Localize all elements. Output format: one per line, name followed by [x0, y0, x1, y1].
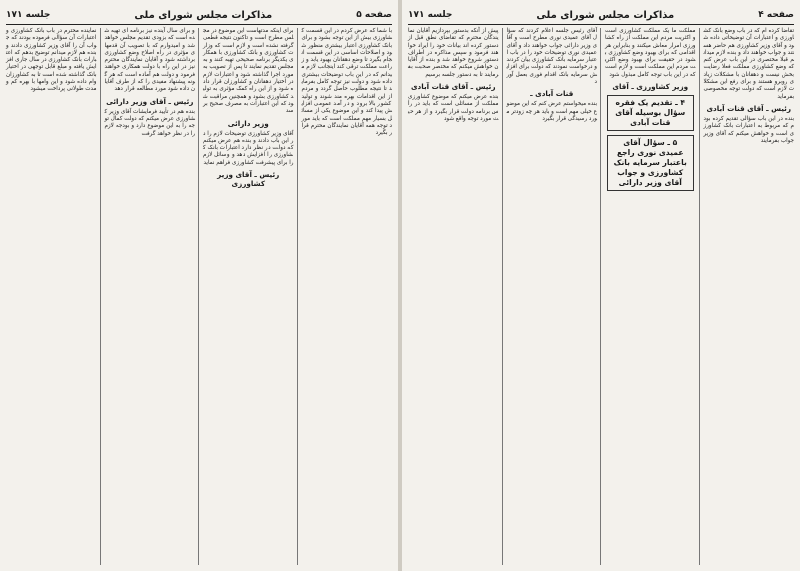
column-3 [504, 28, 602, 565]
column-2 [203, 28, 298, 565]
speaker-heading: رئیس ـ آقای وزیر دارائی [106, 96, 194, 106]
column-text: بنده عرض میکنم که موضوع کشاورزی مملکت از مسائلی است که باید در رأس برنامه دولت قرار بگیرد و از هر حیث مورد توجه واقع شود [406, 94, 499, 122]
column-4 [6, 28, 101, 565]
speaker-heading: وزیر کشاورزی ـ آقای [612, 82, 689, 92]
column-4 [408, 28, 503, 565]
header-page-number: صفحه ۵ [356, 10, 392, 20]
column-text: نماینده محترم در باب بانک کشاورزی و اعتبارات آن سؤالی فرموده بودند که جواب آن را آقای وزیر کشاورزی دادند و بنده هم لازم میدانم توضیح بدهم که اعتبارات بانک کشاورزی در سال جاری افزایش یافته و مبلغ قابل توجهی در اختیار بانک گذاشته شده است تا به کشاورزان وام داده شود و این وامها با بهره کم و مدت طولانی پرداخت میشود [4, 28, 97, 93]
column-text: پیش از آنکه بدستور بپردازیم آقایان نمایندگان محترم که تقاضای نطق قبل از دستور کرده اند بیانات خود را ایراد خواهند فرمود و سپس مذاکره در اطراف دستور شروع خواهد شد و بنده از آقایان خواهش میکنم که مختصر صحبت بفرمایند تا به دستور جلسه برسیم [406, 28, 499, 78]
column-text: و برای سال آینده نیز برنامه ای تهیه شده است که بزودی تقدیم مجلس خواهد شد و امیدوارم که با تصویب آن قدمهای مؤثری در راه اصلاح وضع کشاورزی برداشته شود و آقایان نمایندگان محترم نیز در این راه با دولت همکاری خواهند فرمود و دولت هم آماده است که هر گونه پیشنهاد مفیدی را که از طرف آقایان داده شود مورد مطالعه قرار دهد [102, 28, 195, 93]
agenda-item-box: ۵ ـ سؤال آقای عمیدی نوری راجع باعتبار سرمایه بانک کشاورزی و جواب آقای وزیر دارائی [607, 135, 694, 191]
column-1 [299, 28, 393, 565]
speaker-heading: رئیس ـ آقای وزیر کشاورزی [217, 170, 280, 189]
column-text: بنده میخواستم عرض کنم که این موضوع خیلی مهم است و باید هر چه زودتر مورد رسیدگی قرار بگیرد [506, 101, 597, 122]
columns-right [408, 28, 794, 565]
column-text: با شما که عرض کردم در این قسمت کشاورزی بیش از این توجه بشود و برای بانک کشاورزی اعتبار بیشتری منظور شود و اصلاحات اساسی در این قسمت انجام بگیرد تا وضع دهقانان بهبود یابد و زراعت مملکت ترقی کند اینجانب لازم میدانم که در این باب توضیحات بیشتری داده شود و دولت نیز توجه کامل بفرماید تا نتیجه مطلوب حاصل گردد و مردم از این اقدامات بهره مند شوند و تولید کشور بالا برود و در آمد عمومی افزایش پیدا کند و این موضوع یکی از مسائل بسیار مهم مملکت است که باید مورد توجه همه آقایان نمایندگان محترم قرار بگیرد [299, 28, 392, 137]
header-title: مذاکرات مجلس شورای ملی [536, 9, 675, 21]
column-2 [605, 28, 700, 565]
agenda-item-box: ۴ ـ تقدیم یک فقره سؤال بوسیله آقای قنات آبادی [607, 95, 694, 131]
header-page-number: صفحه ۴ [758, 10, 794, 20]
speaker-heading: رئیس ـ آقای قنات آبادی [706, 103, 792, 113]
column-1 [701, 28, 795, 565]
columns-left [6, 28, 392, 565]
column-text: آقای رئیس جلسه اعلام کردند که سؤال آقای عمیدی نوری مطرح است و آقای وزیر دارائی جواب خواهند داد و آقای عمیدی نوری توضیحات خود را در باب اعتبار سرمایه بانک کشاورزی بیان کردند و درخواست نمودند که دولت برای افزایش سرمایه بانک اقدام فوری بعمل آورد [504, 28, 597, 86]
column-text: تقاضا کرده ام که در باب وضع بانک کشاورزی و اعتبارات آن توضیحاتی داده شود و آقای وزیر کشاورزی هم حاضر هستند و جواب خواهند داد و بنده لازم میدانم قبلا مختصری در این باب عرض کنم که وضع کشاورزی مملکت فعلا رضایت بخش نیست و دهقانان با مشکلات زیادی روبرو هستند و برای رفع این مشکلات لازم است که دولت توجه مخصوصی بفرماید [701, 28, 794, 100]
speaker-heading: وزیر دارائی [227, 118, 269, 128]
column-text: مملکت ما یک مملکت کشاورزی است و اکثریت مردم این مملکت از راه کشاورزی امرار معاش میکنند و بنابراین هر اقدامی که برای بهبود وضع کشاورزی بشود در حقیقت برای بهبود وضع اکثریت مردم این مملکت است و لازم است که در این باب توجه کامل مبذول شود [603, 28, 696, 78]
column-text: بنده در این باب سؤالی تقدیم کرده بودم که مربوط به اعتبارات بانک کشاورزی است و خواهش میکنم که آقای وزیر جواب بفرمایند [701, 115, 794, 144]
page-header-left [6, 6, 392, 25]
column-text: آقای وزیر کشاورزی توضیحات لازم را در این باب دادند و بنده هم عرض میکنم که دولت در نظر دارد اعتبارات بانک کشاورزی را افزایش دهد و وسائل لازم را برای پیشرفت کشاورزی فراهم نماید [201, 130, 294, 166]
header-session: جلسه ۱۷۱ [6, 10, 51, 20]
column-text: برای اینکه مدتهاست این موضوع در مجلس مطرح است و تاکنون نتیجه قطعی گرفته نشده است و لازم است که وزارت کشاورزی و بانک کشاورزی با همکاری یکدیگر برنامه صحیحی تهیه کنند و به مجلس تقدیم نمایند تا پس از تصویب به مورد اجرا گذاشته شود و اعتبارات لازم در اختیار دهقانان و کشاورزان قرار داده شود و از این راه کمک مؤثری به تولید کشاورزی بشود و همچنین مراقبت شود که این اعتبارات به مصرف صحیح برسد [201, 28, 294, 115]
header-title: مذاکرات مجلس شورای ملی [134, 9, 273, 21]
speaker-heading: رئیس ـ آقای قنات آبادی [410, 82, 496, 92]
speaker-heading: قنات آبادی ـ [530, 89, 574, 99]
header-session: جلسه ۱۷۱ [408, 10, 453, 20]
page-header-right [408, 6, 794, 25]
page-right [402, 0, 800, 571]
column-3 [102, 28, 200, 565]
column-text: بنده هم در تأیید فرمایشات آقای وزیر کشاورزی عرض میکنم که دولت کمال توجه را به این موضوع دارد و بودجه لازم را در نظر خواهد گرفت [102, 108, 195, 137]
page-left [0, 0, 398, 571]
